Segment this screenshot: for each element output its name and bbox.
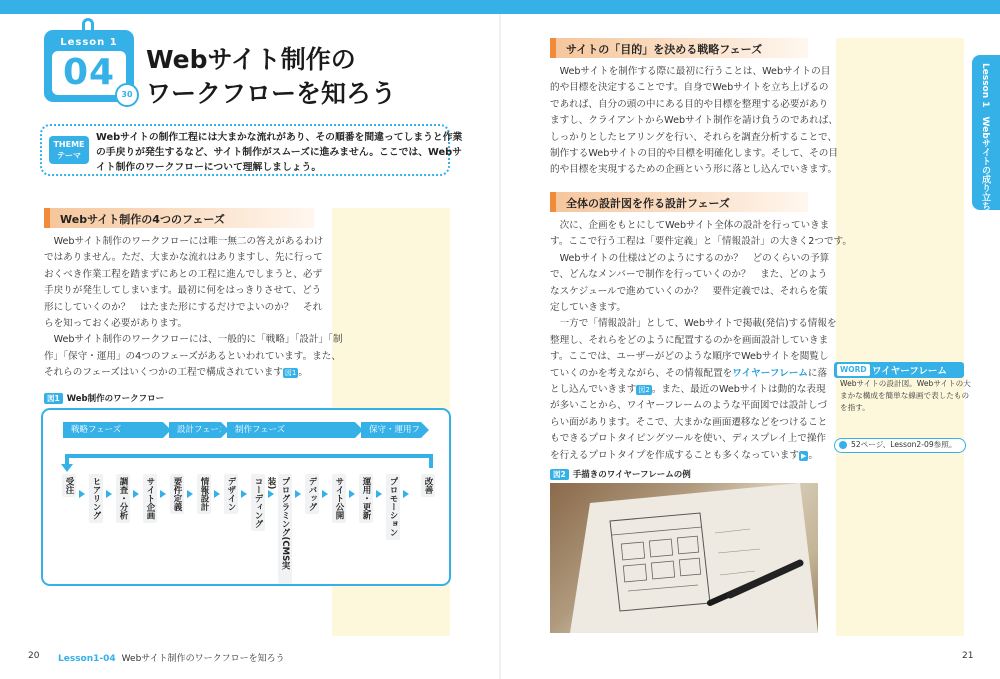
right-body-2 xyxy=(550,218,852,464)
text-fragment: 。また、最近のWebサイトは動的な表現 xyxy=(651,384,826,396)
footer-lesson xyxy=(58,651,285,664)
top-bar xyxy=(0,0,1000,14)
text-line: で、どんなメンバーで制作を行っていくのか？ また、どのよう xyxy=(550,269,828,281)
text-line: 的や目標を実現するための企画という形に落とし込んでいきます。 xyxy=(550,164,838,176)
text-line: 的や目標を決定することです。自身でWebサイトを立ち上げるの xyxy=(550,82,829,94)
text-line: なスケジュールで進めていくのか？ 要件定義では、それらを策 xyxy=(550,285,828,297)
page-gutter xyxy=(499,14,501,679)
lesson-minutes: 30 xyxy=(121,90,133,99)
text-line: 制作するWebサイトの目的や目標を明確化します。そして、その目 xyxy=(550,148,838,160)
step-arrow-icon xyxy=(187,490,193,498)
phase-strategy: 戦略フェーズ xyxy=(63,422,163,438)
text-line: す。ここで行う工程は「要件定義」と「情報設計」の大きく2つです。 xyxy=(550,236,852,248)
wireframe-sketch-image xyxy=(550,483,818,633)
step-planning: サイト企画 xyxy=(143,474,157,523)
return-loop-line xyxy=(65,454,433,468)
page-reference-text: 52ページ、Lesson2-09参照。 xyxy=(851,440,957,449)
section-heading-text: サイトの「目的」を決める戦略フェーズ xyxy=(566,43,763,56)
text-line: ではありません。ただ、大まかな流れはありますし、先に行って xyxy=(44,252,323,264)
step-promotion: プロモーション xyxy=(386,474,400,540)
text-line: もできるプロトタイピングツールを使い、ディスプレイ上で操作 xyxy=(550,433,827,445)
step-debug: デバッグ xyxy=(305,474,319,514)
figure-ref: 図1 xyxy=(284,369,297,378)
text-line: を行えるプロトタイプを作成することも多くなっています ▶ 。 xyxy=(550,449,818,461)
text-line: 一方で「情報設計」として、Webサイトで掲載(発信)する情報を xyxy=(550,318,837,330)
text-fragment: それらのフェーズはいくつかの工程で構成されています xyxy=(44,367,283,379)
theme-line: の手戻りが発生するなど、サイト制作がスムーズに進みません。ここでは、Webサ xyxy=(96,147,462,158)
text-line: しっかりとしたヒアリングを行い、それらを調査分析することで、 xyxy=(550,131,838,143)
word-heading xyxy=(834,362,964,378)
step-research: 調査・分析 xyxy=(116,474,130,523)
theme-tag-en: THEME xyxy=(53,140,85,149)
text-line: を指す。 xyxy=(840,403,870,412)
left-body xyxy=(44,234,342,382)
left-page-number: 20 xyxy=(28,651,40,661)
page-title-line-2: ワークフローを知ろう xyxy=(146,79,397,108)
step-hearing: ヒアリング xyxy=(89,474,103,523)
figure-ref: 図2 xyxy=(638,386,650,395)
step-requirements: 要件定義 xyxy=(170,474,184,514)
word-tag: WORD xyxy=(837,364,870,376)
theme-box xyxy=(40,124,463,176)
highlight-term: ワイヤーフレーム xyxy=(732,367,808,379)
text-line: Webサイトの仕様はどのようにするのか？ どのくらいの予算 xyxy=(550,252,830,264)
figure-2-label xyxy=(550,468,691,480)
text-line: 作」「保守・運用」の4つのフェーズがあるといわれています。また、 xyxy=(44,350,341,362)
step-arrow-icon xyxy=(349,490,355,498)
text-line: 手戻りが発生してしまいます。最初に何をはっきりさせて、どう xyxy=(44,285,322,297)
section-heading-strategy xyxy=(550,38,808,58)
right-margin-column xyxy=(836,38,964,636)
right-page-number: 21 xyxy=(962,651,974,661)
step-arrow-icon xyxy=(295,490,301,498)
text-line: おくべき作業工程を踏まずにあとの工程に進んでしまうと、必ず xyxy=(44,268,323,280)
footer-lesson-title: Webサイト制作のワークフローを知ろう xyxy=(121,654,285,664)
word-ref-icon: ▶ xyxy=(800,451,807,460)
step-arrow-icon xyxy=(160,490,166,498)
text-line: 形にしていくのか？ はたまた形にするだけでよいのか？ それ xyxy=(44,301,323,313)
theme-text xyxy=(96,130,462,175)
step-arrow-icon xyxy=(403,490,409,498)
side-tab-title: Webサイトの成り立ち xyxy=(980,116,990,211)
return-arrow-icon xyxy=(61,464,73,472)
figure-number: 図2 xyxy=(550,469,569,480)
text-fragment: を行えるプロトタイプを作成することも多くなっています xyxy=(550,449,799,461)
page-title-line-1: Webサイト制作の xyxy=(146,45,356,74)
right-body-1 xyxy=(550,64,838,179)
phase-production: 制作フェーズ xyxy=(227,422,355,438)
side-tab-lesson: Lesson 1 xyxy=(980,63,990,108)
text-line: 整理し、それらをどのように配置するのかを画面設計していきま xyxy=(550,334,829,346)
text-line: らい面があります。そこで、大まかな画面遷移などをつけること xyxy=(550,416,828,428)
lesson-number: 04 xyxy=(52,51,126,95)
step-arrow-icon xyxy=(106,490,112,498)
text-line: まかな構成を簡単な線画で表したもの xyxy=(840,391,970,400)
text-line: Webサイトの設計図。Webサイトの大 xyxy=(840,379,971,388)
text-line: Webサイトを制作する際に最初に行うことは、Webサイトの目 xyxy=(550,66,831,77)
text-line: Webサイト制作のワークフローには唯一無二の答えがあるわけ xyxy=(44,236,324,247)
theme-tag-ja: テーマ xyxy=(57,151,81,160)
section-heading-phases xyxy=(44,208,314,228)
word-description xyxy=(840,378,971,414)
figure-number: 図1 xyxy=(44,393,63,404)
text-fragment: ていくのかを考えながら、その情報配置を xyxy=(550,367,733,379)
text-line xyxy=(550,366,852,382)
page-reference-link[interactable] xyxy=(834,438,966,453)
chapter-side-tab[interactable] xyxy=(972,55,1000,210)
step-arrow-icon xyxy=(376,490,382,498)
theme-line: Webサイトの制作工程には大まかな流れがあり、その順番を間違ってしまうと作業 xyxy=(96,132,463,143)
workflow-diagram xyxy=(41,408,451,586)
step-order: 受注 xyxy=(62,474,76,497)
step-arrow-icon xyxy=(133,490,139,498)
clock-icon xyxy=(115,83,139,107)
step-coding: コーディング xyxy=(251,474,265,531)
text-line: であれば、自分の頭の中にある目的や目標を整理する必要があり xyxy=(550,98,829,110)
step-visual-design: デザイン xyxy=(224,474,238,514)
step-programming: プログラミング(CMS実装) xyxy=(278,474,292,584)
section-heading-design xyxy=(550,192,808,212)
step-arrow-icon xyxy=(322,490,328,498)
step-improvement: 改善 xyxy=(421,474,435,497)
text-fragment: に落 xyxy=(807,367,828,379)
text-line: それらのフェーズはいくつかの工程で構成されています 図1 。 xyxy=(44,367,308,379)
text-line: が多いことから、ワイヤーフレームのような平面図では設計しづ xyxy=(550,400,828,412)
section-heading-text: 全体の設計図を作る設計フェーズ xyxy=(566,197,730,210)
phase-design: 設計フェーズ xyxy=(169,422,221,438)
step-info-design: 情報設計 xyxy=(197,474,211,514)
step-arrow-icon xyxy=(241,490,247,498)
step-operation: 運用・更新 xyxy=(359,474,373,523)
figure-title: 手描きのワイヤーフレームの例 xyxy=(572,470,691,480)
figure-title: Web制作のワークフロー xyxy=(66,394,165,404)
wireframe-photo xyxy=(550,483,818,633)
figure-1-label xyxy=(44,392,164,404)
step-launch: サイト公開 xyxy=(332,474,346,523)
word-title: ワイヤーフレーム xyxy=(872,366,947,377)
step-arrow-icon xyxy=(268,490,274,498)
text-line: らを知っておく必要があります。 xyxy=(44,318,188,330)
phase-maintenance: 保守・運用フェーズ xyxy=(361,422,421,438)
text-line: す。ここでは、ユーザーがどのような順序でWebサイトを閲覧し xyxy=(550,351,829,363)
text-line: 定していきます。 xyxy=(550,302,626,314)
side-tab-text xyxy=(979,63,992,211)
section-heading-text: Webサイト制作の4つのフェーズ xyxy=(60,213,225,226)
text-line: 次に、企画をもとにしてWebサイト全体の設計を行っていきま xyxy=(550,220,830,231)
text-line xyxy=(550,382,852,398)
step-arrow-icon xyxy=(79,490,85,498)
text-line: ますし、クライアントからWebサイト制作を請け負うのであれば、 xyxy=(550,115,838,127)
step-arrow-icon xyxy=(214,490,220,498)
footer-lesson-code: Lesson1-04 xyxy=(58,654,116,664)
text-fragment: とし込んでいきます xyxy=(550,384,637,396)
lesson-label: Lesson 1 xyxy=(60,37,118,48)
theme-tag xyxy=(49,136,89,164)
text-line: Webサイト制作のワークフローには、一般的に「戦略」「設計」「制 xyxy=(44,334,343,346)
theme-line: イト制作のワークフローについて理解しましょう。 xyxy=(96,162,322,173)
